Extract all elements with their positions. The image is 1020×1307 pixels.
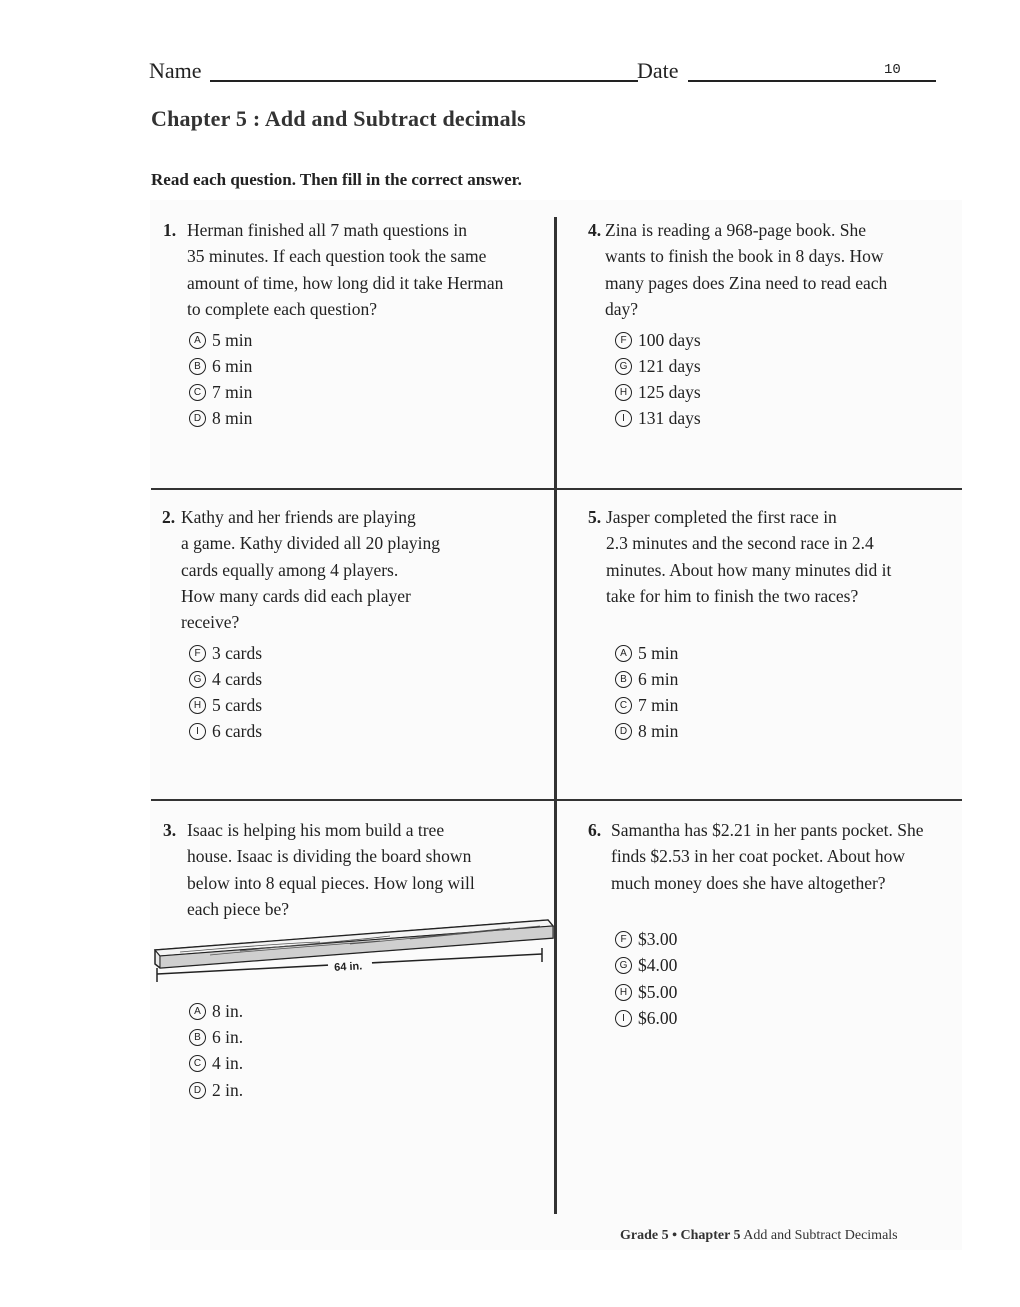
- option-text: $4.00: [638, 954, 678, 975]
- question-line: to complete each question?: [187, 298, 377, 319]
- row-divider-1: [151, 488, 962, 490]
- answer-bubble-icon[interactable]: G: [615, 358, 632, 375]
- option-text: $6.00: [638, 1007, 678, 1028]
- answer-bubble-icon[interactable]: C: [189, 1055, 206, 1072]
- q6-option-f[interactable]: [615, 928, 677, 950]
- q4-option-h[interactable]: [615, 381, 701, 403]
- board-length-label: 64 in.: [333, 960, 363, 974]
- option-text: 8 min: [212, 407, 253, 428]
- question-line: Herman finished all 7 math questions in: [187, 220, 467, 240]
- q3-option-c[interactable]: [189, 1052, 243, 1074]
- question-line: 2.3 minutes and the second race in 2.4: [606, 533, 874, 554]
- option-text: 121 days: [638, 355, 701, 376]
- answer-bubble-icon[interactable]: H: [189, 697, 206, 714]
- question-line: Isaac is helping his mom build a tree: [187, 820, 445, 840]
- q2-option-g[interactable]: [189, 668, 262, 690]
- answer-bubble-icon[interactable]: A: [189, 332, 206, 349]
- question-number: 6.: [588, 820, 602, 840]
- option-text: $5.00: [638, 981, 678, 1002]
- question-line: amount of time, how long did it take Herman: [187, 272, 504, 293]
- question-line: day?: [605, 298, 639, 319]
- answer-bubble-icon[interactable]: I: [189, 723, 206, 740]
- footer-subject: Add and Subtract Decimals: [743, 1228, 898, 1243]
- question-line: each piece be?: [187, 898, 290, 919]
- q2-option-i[interactable]: [189, 720, 262, 742]
- footer-grade: Grade 5 • Chapter 5: [620, 1228, 741, 1243]
- q1-option-b[interactable]: [189, 355, 252, 377]
- option-text: 3 cards: [212, 642, 263, 663]
- question-line: a game. Kathy divided all 20 playing: [181, 533, 441, 554]
- q1-option-c[interactable]: [189, 381, 252, 403]
- answer-bubble-icon[interactable]: F: [189, 645, 206, 662]
- question-line: Jasper completed the first race in: [606, 507, 837, 527]
- option-text: 6 in.: [212, 1026, 244, 1047]
- q1-option-d[interactable]: [189, 407, 252, 429]
- answer-bubble-icon[interactable]: F: [615, 332, 632, 349]
- question-2: [162, 504, 552, 639]
- question-line: Samantha has $2.21 in her pants pocket. She: [611, 820, 924, 840]
- question-line: house. Isaac is dividing the board shown: [187, 846, 472, 867]
- q4-option-i[interactable]: [615, 407, 701, 429]
- date-value: 10: [884, 62, 901, 78]
- page-footer: [620, 1228, 898, 1244]
- question-line: 35 minutes. If each question took the same: [187, 246, 487, 267]
- q6-option-i[interactable]: [615, 1007, 677, 1029]
- wooden-board-figure: [150, 912, 556, 992]
- name-field[interactable]: [210, 80, 638, 82]
- option-text: 7 min: [212, 381, 253, 402]
- question-6: [588, 817, 962, 902]
- q6-option-g[interactable]: [615, 954, 677, 976]
- q2-option-f[interactable]: [189, 642, 262, 664]
- question-line: minutes. About how many minutes did it: [606, 559, 892, 580]
- q1-option-a[interactable]: [189, 329, 252, 351]
- question-number: 4.: [588, 220, 602, 240]
- option-text: 2 in.: [212, 1079, 244, 1100]
- option-text: 8 min: [638, 720, 679, 741]
- answer-bubble-icon[interactable]: B: [189, 358, 206, 375]
- option-text: 6 min: [638, 668, 679, 689]
- q5-option-d[interactable]: [615, 720, 678, 742]
- question-line: Kathy and her friends are playing: [181, 507, 416, 527]
- answer-bubble-icon[interactable]: B: [615, 671, 632, 688]
- answer-bubble-icon[interactable]: D: [189, 1082, 206, 1099]
- q2-option-h[interactable]: [189, 694, 262, 716]
- option-text: 6 cards: [212, 720, 263, 741]
- question-4: [588, 217, 958, 327]
- question-line: wants to finish the book in 8 days. How: [605, 246, 884, 267]
- q5-option-a[interactable]: [615, 642, 678, 664]
- answer-bubble-icon[interactable]: F: [615, 931, 632, 948]
- row-divider-2: [151, 799, 962, 801]
- option-text: 5 min: [212, 329, 253, 350]
- answer-bubble-icon[interactable]: I: [615, 1010, 632, 1027]
- answer-bubble-icon[interactable]: C: [189, 384, 206, 401]
- question-3: [163, 817, 553, 927]
- date-label: Date: [637, 58, 679, 83]
- question-line: Zina is reading a 968-page book. She: [605, 220, 866, 240]
- question-line: many pages does Zina need to read each: [605, 272, 888, 293]
- question-line: below into 8 equal pieces. How long will: [187, 872, 475, 893]
- question-5: [588, 504, 958, 614]
- option-text: 7 min: [638, 694, 679, 715]
- option-text: 6 min: [212, 355, 253, 376]
- answer-bubble-icon[interactable]: C: [615, 697, 632, 714]
- question-1: [163, 217, 553, 327]
- question-number: 3.: [163, 820, 177, 840]
- answer-bubble-icon[interactable]: G: [615, 957, 632, 974]
- option-text: 4 in.: [212, 1052, 244, 1073]
- option-text: 125 days: [638, 381, 701, 402]
- name-label: Name: [149, 58, 202, 83]
- question-line: take for him to finish the two races?: [606, 585, 859, 606]
- answer-bubble-icon[interactable]: I: [615, 410, 632, 427]
- q3-option-a[interactable]: [189, 1000, 243, 1022]
- option-text: 100 days: [638, 329, 701, 350]
- q5-option-b[interactable]: [615, 668, 678, 690]
- answer-bubble-icon[interactable]: A: [189, 1003, 206, 1020]
- answer-bubble-icon[interactable]: H: [615, 384, 632, 401]
- q6-option-h[interactable]: [615, 981, 677, 1003]
- page-title: Chapter 5 : Add and Subtract decimals: [151, 106, 526, 131]
- answer-bubble-icon[interactable]: B: [189, 1029, 206, 1046]
- option-text: 5 cards: [212, 694, 263, 715]
- q3-option-d[interactable]: [189, 1079, 243, 1101]
- question-line: much money does she have altogether?: [611, 872, 886, 893]
- q4-option-f[interactable]: [615, 329, 701, 351]
- question-line: finds $2.53 in her coat pocket. About how: [611, 846, 906, 867]
- date-field[interactable]: [688, 80, 936, 82]
- vertical-divider: [554, 217, 557, 1214]
- question-number: 5.: [588, 507, 602, 527]
- option-text: 4 cards: [212, 668, 263, 689]
- q4-option-g[interactable]: [615, 355, 701, 377]
- instructions: Read each question. Then fill in the correct answer.: [151, 170, 522, 189]
- question-number: 2.: [162, 507, 176, 527]
- answer-bubble-icon[interactable]: D: [189, 410, 206, 427]
- answer-bubble-icon[interactable]: D: [615, 723, 632, 740]
- question-number: 1.: [163, 220, 177, 240]
- option-text: 5 min: [638, 642, 679, 663]
- option-text: 8 in.: [212, 1000, 244, 1021]
- question-line: receive?: [181, 612, 240, 633]
- answer-bubble-icon[interactable]: G: [189, 671, 206, 688]
- option-text: $3.00: [638, 928, 678, 949]
- question-line: cards equally among 4 players.: [181, 559, 399, 580]
- option-text: 131 days: [638, 407, 701, 428]
- answer-bubble-icon[interactable]: A: [615, 645, 632, 662]
- q3-option-b[interactable]: [189, 1026, 243, 1048]
- q5-option-c[interactable]: [615, 694, 678, 716]
- question-line: How many cards did each player: [181, 585, 411, 606]
- answer-bubble-icon[interactable]: H: [615, 984, 632, 1001]
